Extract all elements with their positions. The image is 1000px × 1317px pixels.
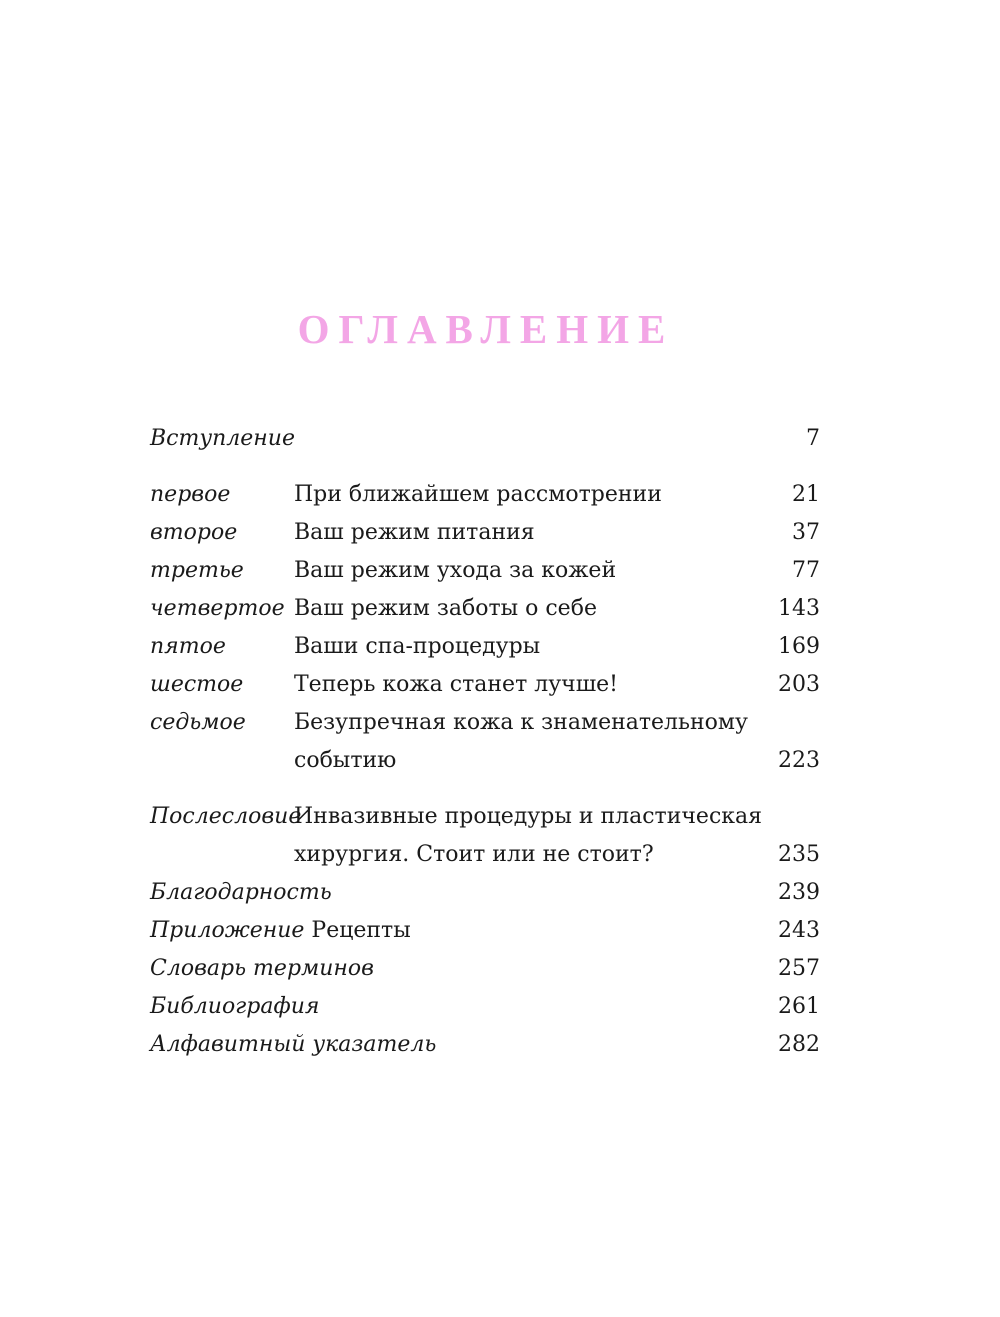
toc-entry-afterword-continued — [150, 836, 820, 874]
toc-page-number: 77 — [792, 558, 820, 583]
toc-text: Ваш режим ухода за кожей — [294, 558, 617, 583]
toc-page-number: 261 — [778, 994, 820, 1019]
toc-label: Вступление — [150, 426, 295, 451]
toc-entry-chapter-5 — [150, 628, 820, 666]
toc-page-number: 223 — [778, 748, 820, 773]
toc-entry-glossary — [150, 950, 820, 988]
toc-page-number: 243 — [778, 918, 820, 943]
toc-label: шестое — [150, 672, 244, 697]
toc-appendix-label — [150, 912, 411, 950]
toc-page-number: 21 — [792, 482, 820, 507]
toc-text: Ваши спа-процедуры — [294, 634, 541, 659]
toc-text: Теперь кожа станет лучше! — [294, 672, 619, 697]
toc-text: При ближайшем рассмотрении — [294, 482, 662, 507]
toc-page-number: 169 — [778, 634, 820, 659]
toc-text-line-2: событию — [294, 748, 397, 773]
toc-text-line-1: Безупречная кожа к знаменательному — [294, 710, 748, 735]
toc-page-number: 7 — [806, 426, 820, 451]
toc-label: седьмое — [150, 710, 246, 735]
toc-page-number: 282 — [778, 1032, 820, 1057]
toc-entry-index — [150, 1026, 820, 1064]
toc-entry-intro — [150, 420, 820, 458]
toc-entry-chapter-7-continued — [150, 742, 820, 780]
toc-page-number: 239 — [778, 880, 820, 905]
toc-entry-afterword — [150, 798, 820, 836]
toc-label: Алфавитный указатель — [150, 1032, 437, 1057]
toc-page-number: 143 — [778, 596, 820, 621]
toc-entry-chapter-4 — [150, 590, 820, 628]
toc-entry-appendix — [150, 912, 820, 950]
toc-label: третье — [150, 558, 244, 583]
toc-entry-chapter-2 — [150, 514, 820, 552]
toc-label: второе — [150, 520, 238, 545]
toc-text: Ваш режим питания — [294, 520, 535, 545]
toc-label: первое — [150, 482, 231, 507]
toc-page-number: 203 — [778, 672, 820, 697]
toc-label: четвертое — [150, 596, 285, 621]
toc-page-number: 235 — [778, 842, 820, 867]
toc-entry-chapter-6 — [150, 666, 820, 704]
toc-entry-chapter-1 — [150, 476, 820, 514]
toc-page-number: 37 — [792, 520, 820, 545]
toc-label: Приложение — [150, 918, 305, 943]
toc-page-number: 257 — [778, 956, 820, 981]
toc-text-line-2: хирургия. Стоит или не стоит? — [294, 842, 654, 867]
page-title: ОГЛАВЛЕНИЕ — [297, 306, 675, 352]
toc-text: Ваш режим заботы о себе — [294, 596, 597, 621]
toc-text: Рецепты — [311, 918, 411, 943]
toc-entry-chapter-3 — [150, 552, 820, 590]
toc-text-line-1: Инвазивные процедуры и пластическая — [294, 804, 763, 829]
toc-entry-chapter-7 — [150, 704, 820, 742]
toc-label: Благодарность — [150, 880, 332, 905]
toc-label: Словарь терминов — [150, 956, 374, 981]
toc-label: Послесловие — [150, 804, 302, 829]
toc-entry-acknowledgements — [150, 874, 820, 912]
toc-label: Библиография — [150, 994, 320, 1019]
toc-entry-bibliography — [150, 988, 820, 1026]
toc-label: пятое — [150, 634, 226, 659]
